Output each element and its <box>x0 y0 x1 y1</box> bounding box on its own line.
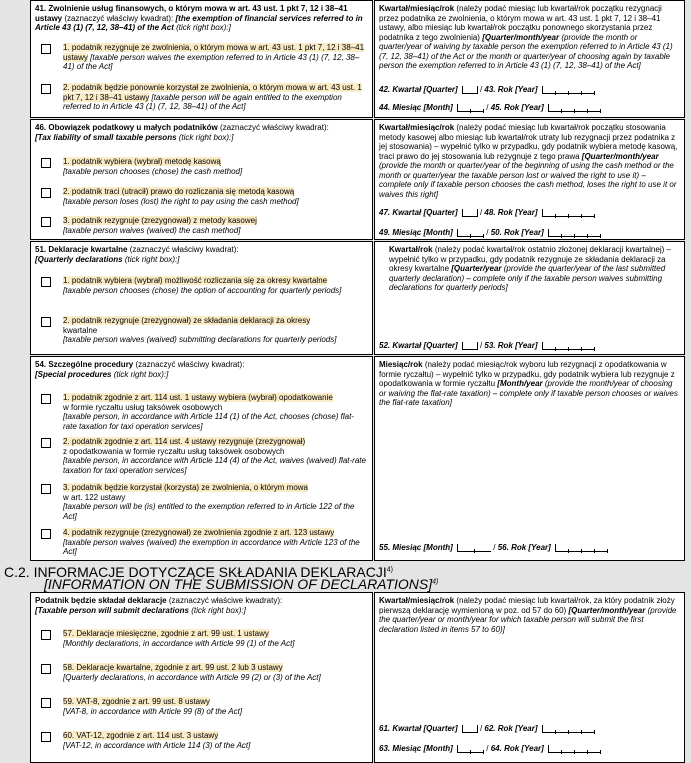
s41-title: 41. Zwolnienie usług finansowych, o którym mowa w art. 43 ust. 1 pkt 7, 12 i 38–41 ustawy <box>35 4 348 23</box>
field-49-month[interactable] <box>457 229 484 237</box>
checkbox-59[interactable] <box>41 698 51 708</box>
field-45-year[interactable] <box>548 104 601 112</box>
s46-checkbox-3[interactable] <box>41 217 51 227</box>
section-46: 46. Obowiązek podatkowy u małych podatników (zaznaczyć właściwy kwadrat): [Tax liability of small taxable persons (tick right box):] 1. podatnik wybiera (wybrał) metodę kasową [taxable person chooses (chose) the cash method] 2. podatnik traci (utracił) prawo do rozliczania się metodą kasową [taxable person loses (lost) the right to pay using the cash method] 3. podatnik rezygnuje (zrezygnował) z metody kasowej [taxable person waives (waived) the cash method] Kwartał/miesiąc/rok (należy podać miesiąc lub kwartał/rok początku stosowania metody kasowej albo miesiąc lub kwartał/rok utraty lub rezygnacji przez podatnika z jej stosowania) – wypełnić tylko w przypadku, gdy podatnik wybiera metodę kasową, traci prawo do jej stosowania lub rezygnuje z tego prawa [Quarter/month/year (provide the month or quarter/year of the beginning of using the cash method or the month or quarter/year the taxable person lost or waived the right to use it) – complete only if taxable person chooses the cash method, loses the right to use it or waives this right] 47. Kwartał [Quarter] / 48. Rok [Year] 49. Miesiąc [Month] / 50. Rok [Year] <box>0 119 691 240</box>
field-55-month[interactable] <box>457 544 491 552</box>
section-54: 54. Szczególne procedury (zaznaczyć właściwy kwadrat): [Special procedures (tick right box):] 1. podatnik zgodnie z art. 114 ust. 1 ustawy wybiera (wybrał) opodatkowanie w formie ryczałtu usług taksówek osobowych [taxable person, in accordance with Article 114 (1) of the Act, chooses (chose) flat-rate taxation for taxi operation services] 2. podatnik zgodnie z art. 114 ust. 4 ustawy rezygnuje (zrezygnował) z opodatkowania w formie ryczałtu usług taksówek osobowych [taxable person, in accordance with Article 114 (4) of the Act, waives (waived) flat-rate taxation for taxi operation services] 3. podatnik będzie korzystał (korzysta) ze zwolnienia, o którym mowa w art. 122 ustawy [taxable person will be (is) entitled to the exemption referred to in Article 122 of the Act] 4. podatnik rezygnuje (zrezygnował) ze zwolnienia zgodnie z art. 123 ustawy [taxable person waives (waived) the exemption in accordance with Article 123 of the Act] Miesiąc/rok (należy podać miesiąc/rok wyboru lub rezygnacji z opodatkowania w formie ryczałtu) – wypełnić tylko w przypadku, gdy podatnik wybiera lub rezygnuje z opodatkowania w formie ryczałtu [Month/year (provide the month/year of choosing or waiving the flat-rate taxation) – complete only if taxable person chooses or waives the flat-rate taxation] 55. Miesiąc [Month] / 56. Rok [Year] <box>0 356 691 561</box>
section-41-options: 41. Zwolnienie usług finansowych, o którym mowa w art. 43 ust. 1 pkt 7, 12 i 38–41 ustawy (zaznaczyć właściwy kwadrat): [the exemption of financial services referred to in Article 43 (1) (7, 12, 38–41) of the Act (tick right box):] 1. podatnik rezygnuje ze zwolnienia, o którym mowa w art. 43 ust. 1 pkt 7, 12 i 38–41 ustawy [taxable person waives the exemption referred to in Article 43 (1) (7, 12, 38–41) of the Act] 2. podatnik będzie ponownie korzystał ze zwolnienia, o którym mowa w art. 43 ust. 1 pkt 7, 12 i 38–41 ustawy [taxable person will be again entitled to the exemption referred to in Article 43 (1) (7, 12, 38–41) of the Act] <box>30 0 373 118</box>
s57-title: Podatnik będzie składał deklaracje <box>35 596 167 605</box>
s54-checkbox-4[interactable] <box>41 529 51 539</box>
field-52-quarter[interactable] <box>462 342 478 350</box>
field-63-month[interactable] <box>457 745 484 753</box>
s46-checkbox-2[interactable] <box>41 188 51 198</box>
field-56-year[interactable] <box>555 544 608 552</box>
section-57: Podatnik będzie składał deklaracje (zaznaczyć właściwe kwadraty): [Taxable person will submit declarations (tick right box):] 57. Deklaracje miesięczne, zgodnie z art. 99 ust. 1 ustawy [Monthly declarations, in accordance with Article 99 (1) of the Act] 58. Deklaracje kwartalne, zgodnie z art. 99 ust. 2 lub 3 ustawy [Quarterly declarations, in accordance with Article 99 (2) or (3) of the Act] 59. VAT-8, zgodnie z art. 99 ust. 8 ustawy [VAT-8, in accordance with Article 99 (8) of the Act] 60. VAT-12, zgodnie z art. 114 ust. 3 ustawy [VAT-12, in accordance with Article 114 (3) of the Act] Kwartał/miesiąc/rok (należy podać miesiąc lub kwartał/rok, za który podatnik złoży pierwszą deklarację wymienioną w poz. od 57 do 60) [Quarter/month/year (provide the quarter/year or month/year for which taxable person will submit the first declaration listed in items 57 to 60)] 61. Kwartał [Quarter] / 62. Rok [Year] 63. Miesiąc [Month] / 64. Rok [Year] <box>0 592 691 763</box>
section-41-dates: Kwartał/miesiąc/rok (należy podać miesiąc lub kwartał/rok początku rezygnacji przez podatnika ze zwolnienia, o którym mowa w art. 43 ust. 1 pkt 7, 12 i 38–41 ustawy, albo miesiąc lub kwartał/rok początku ponownego skorzystania przez podatnika z tego zwolnienia) [Quarter/month/year (provide the month or quarter/year of waiving by taxable person the exemption referred to in Article 43 (1) (7, 12, 38–41) of the Act or the month or quarter/year of choosing again by taxable person the exemption referred to in Article 43 (1) (7, 12, 38–41) of the Act] 42. Kwartał [Quarter] / 43. Rok [Year] 44. Miesiąc [Month] / 45. Rok [Year] <box>374 0 685 118</box>
section-c2-header: C.2. INFORMACJE DOTYCZĄCE SKŁADANIA DEKLARACJI$^{4)}$ [INFORMATION ON THE SUBMISSION OF DECLARATIONS]$^{4)}$ <box>4 564 439 592</box>
field-61-quarter[interactable] <box>462 725 478 733</box>
c2-title-en: [INFORMATION ON THE SUBMISSION OF DECLARATIONS] <box>44 576 433 592</box>
s41-checkbox-2[interactable] <box>41 84 51 94</box>
s54-checkbox-2[interactable] <box>41 438 51 448</box>
section-51: 51. Deklaracje kwartalne (zaznaczyć właściwy kwadrat): [Quarterly declarations (tick right box):] 1. podatnik wybiera (wybrał) możliwość rozliczania się za okresy kwartalne [taxable person chooses (chose) the option of accounting for quarterly periods] 2. podatnik rezygnuje (zrezygnował) ze składania deklaracji za okresy kwartalne [taxable person waives (waived) submitting declarations for quarterly periods] Kwartał/rok (należy podać kwartał/rok ostatnio złożonej deklaracji kwartalnej) – wypełnić tylko w przypadku, gdy podatnik rezygnuje ze składania deklaracji za okresy kwartalne [Quarter/year (provide the quarter/year of the last submitted quarterly declaration) – complete only if the taxable person waives submitting declarations for quarterly periods] 52. Kwartał [Quarter] / 53. Rok [Year] <box>0 241 691 355</box>
s54-title: 54. Szczególne procedury <box>35 360 134 369</box>
checkbox-60[interactable] <box>41 732 51 742</box>
field-64-year[interactable] <box>548 745 601 753</box>
s51-checkbox-1[interactable] <box>41 277 51 287</box>
field-48-year[interactable] <box>542 209 595 217</box>
field-43-year[interactable] <box>542 86 595 94</box>
field-42-quarter[interactable] <box>462 86 478 94</box>
checkbox-58[interactable] <box>41 664 51 674</box>
checkbox-57[interactable] <box>41 630 51 640</box>
s54-checkbox-3[interactable] <box>41 484 51 494</box>
s51-checkbox-2[interactable] <box>41 317 51 327</box>
s41-checkbox-1[interactable] <box>41 44 51 54</box>
field-53-year[interactable] <box>542 342 595 350</box>
c2-title: C.2. INFORMACJE DOTYCZĄCE SKŁADANIA DEKLARACJI <box>4 564 387 580</box>
field-44-month[interactable] <box>457 104 484 112</box>
s46-checkbox-1[interactable] <box>41 158 51 168</box>
field-50-year[interactable] <box>548 229 601 237</box>
field-47-quarter[interactable] <box>462 209 478 217</box>
section-41 <box>0 0 691 118</box>
s54-checkbox-1[interactable] <box>41 394 51 404</box>
s46-title: 46. Obowiązek podatkowy u małych podatników <box>35 123 218 132</box>
s51-title: 51. Deklaracje kwartalne <box>35 245 128 254</box>
field-62-year[interactable] <box>542 725 595 733</box>
